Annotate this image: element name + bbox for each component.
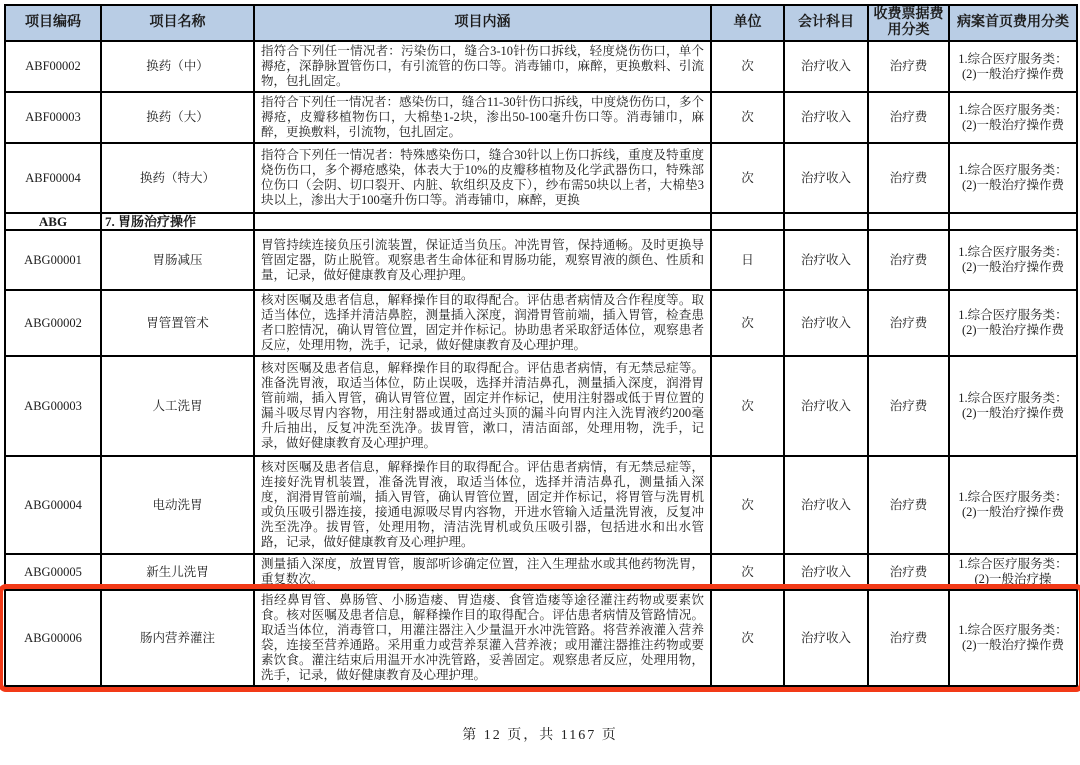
- cell-code: ABG00006: [5, 590, 101, 686]
- table-row: [5, 230, 1077, 290]
- column-header-fee: 收费票据费用分类: [868, 5, 949, 41]
- cell-code: ABG00005: [5, 554, 101, 590]
- cell-account: 治疗收入: [784, 590, 868, 686]
- cell-account: 治疗收入: [784, 92, 868, 143]
- cell-fee: 治疗费: [868, 554, 949, 590]
- cell-content: [254, 213, 711, 230]
- cell-name: 肠内营养灌注: [101, 590, 254, 686]
- cell-unit: 次: [711, 41, 784, 92]
- cell-name: 新生儿洗胃: [101, 554, 254, 590]
- cell-name: 胃管置管术: [101, 290, 254, 356]
- table-row: [5, 356, 1077, 456]
- cell-name: 胃肠减压: [101, 230, 254, 290]
- header-row: [5, 5, 1077, 41]
- cell-fee: 治疗费: [868, 230, 949, 290]
- cell-record: [949, 213, 1077, 230]
- column-header-account: 会计科目: [784, 5, 868, 41]
- cell-unit: [711, 213, 784, 230]
- cell-unit: 次: [711, 590, 784, 686]
- table-body: [5, 41, 1077, 686]
- cell-record: 1.综合医疗服务类：(2)一般治疗操作费: [949, 356, 1077, 456]
- cell-unit: 次: [711, 290, 784, 356]
- cell-name: 换药（大）: [101, 92, 254, 143]
- cell-name: 7. 胃肠治疗操作: [101, 213, 254, 230]
- cell-record: 1.综合医疗服务类：(2)一般治疗操作费: [949, 41, 1077, 92]
- medical-fee-schedule-table: [4, 4, 1078, 687]
- column-header-unit: 单位: [711, 5, 784, 41]
- column-header-record: 病案首页费用分类: [949, 5, 1077, 41]
- cell-code: ABG00002: [5, 290, 101, 356]
- cell-fee: 治疗费: [868, 590, 949, 686]
- cell-account: 治疗收入: [784, 41, 868, 92]
- cell-fee: 治疗费: [868, 92, 949, 143]
- cell-record: 1.综合医疗服务类：(2)一般治疗操作费: [949, 456, 1077, 554]
- cell-fee: 治疗费: [868, 41, 949, 92]
- cell-record: 1.综合医疗服务类：(2)一般治疗操: [949, 554, 1077, 590]
- cell-code: ABF00004: [5, 143, 101, 213]
- cell-content: 指符合下列任一情况者：感染伤口，缝合11-30针伤口拆线，中度烧伤伤口，多个褥疮，皮瓣移植物伤口，大棉垫1-2块，渗出50-100毫升伤口等。消毒铺巾，麻醉，更换敷料，引流物，包扎固定。: [254, 92, 711, 143]
- cell-unit: 次: [711, 356, 784, 456]
- cell-account: 治疗收入: [784, 290, 868, 356]
- cell-code: ABF00003: [5, 92, 101, 143]
- cell-content: 核对医嘱及患者信息，解释操作目的取得配合。评估患者病情，有无禁忌症等。准备洗胃液，取适当体位，防止误吸，选择并清洁鼻孔，测量插入深度，润滑胃管前端，插入胃管，确认胃管位置，固定并作标记，使用注射器或低于胃位置的漏斗吸尽胃内容物，用注射器或通过高过头顶的漏斗向胃内注入洗胃液约200毫升后抽出，反复冲洗至洗净。拔胃管，漱口，清洁面部，处理用物，洗手，记录，做好健康教育及心理护理。: [254, 356, 711, 456]
- table-row: [5, 143, 1077, 213]
- cell-fee: 治疗费: [868, 290, 949, 356]
- cell-content: 测量插入深度，放置胃管，腹部听诊确定位置，注入生理盐水或其他药物洗胃，重复数次。: [254, 554, 711, 590]
- table-row: [5, 456, 1077, 554]
- cell-name: 电动洗胃: [101, 456, 254, 554]
- cell-content: 指符合下列任一情况者：特殊感染伤口，缝合30针以上伤口拆线，重度及特重度烧伤伤口，多个褥疮感染，体表大于10%的皮瓣移植物及化学武器伤口，特殊部位伤口（会阴、切口裂开、内脏、软组织及皮下），纱布需50块以上者，大棉垫3块以上，渗出大于100毫升伤口等。消毒铺巾，麻醉，更换: [254, 143, 711, 213]
- cell-code: ABG00003: [5, 356, 101, 456]
- table-row: [5, 41, 1077, 92]
- cell-unit: 次: [711, 92, 784, 143]
- column-header-content: 项目内涵: [254, 5, 711, 41]
- cell-unit: 日: [711, 230, 784, 290]
- cell-unit: 次: [711, 554, 784, 590]
- cell-content: 指经鼻胃管、鼻肠管、小肠造瘘、胃造瘘、食管造瘘等途径灌注药物或要素饮食。核对医嘱及患者信息，解释操作目的取得配合。评估患者病情及管路情况。取适当体位，消毒管口，用灌注器注入少量温开水冲洗管路。将营养液灌入营养袋，连接至营养通路。采用重力或营养泵灌入营养液；或用灌注器推注药物或要素饮食。灌注结束后用温开水冲洗管路，妥善固定。观察患者反应，处理用物，洗手，记录，做好健康教育及心理护理。: [254, 590, 711, 686]
- cell-content: 核对医嘱及患者信息，解释操作目的取得配合。评估患者病情，有无禁忌症等，连接好洗胃机装置，准备洗胃液，取适当体位，选择并清洁鼻孔，测量插入深度，润滑胃管前端，插入胃管，确认胃管位置，固定并作标记，将胃管与洗胃机或负压吸引器连接，接通电源吸尽胃内容物，开进水管输入适量洗胃液，反复冲洗至洗净。拔胃管，处理用物，清洁洗胃机或负压吸引器，包括进水和出水管路，记录，做好健康教育及心理护理。: [254, 456, 711, 554]
- cell-account: 治疗收入: [784, 456, 868, 554]
- cell-code: ABG00001: [5, 230, 101, 290]
- cell-record: 1.综合医疗服务类：(2)一般治疗操作费: [949, 92, 1077, 143]
- cell-content: 核对医嘱及患者信息，解释操作目的取得配合。评估患者病情及合作程度等。取适当体位，选择并清洁鼻腔，测量插入深度，润滑胃管前端，插入胃管，检查患者口腔情况，确认胃管位置，固定并作标记。协助患者采取舒适体位，观察患者反应，处理用物，洗手，记录，做好健康教育及心理护理。: [254, 290, 711, 356]
- cell-unit: 次: [711, 143, 784, 213]
- cell-name: 换药（特大）: [101, 143, 254, 213]
- cell-account: 治疗收入: [784, 356, 868, 456]
- cell-record: 1.综合医疗服务类：(2)一般治疗操作费: [949, 590, 1077, 686]
- column-header-code: 项目编码: [5, 5, 101, 41]
- table-row: [5, 590, 1077, 686]
- cell-content: 指符合下列任一情况者：污染伤口，缝合3-10针伤口拆线，轻度烧伤伤口，单个褥疮，深静脉置管伤口，有引流管的伤口等。消毒铺巾，麻醉，更换敷料、引流物，包扎固定。: [254, 41, 711, 92]
- cell-code: ABF00002: [5, 41, 101, 92]
- cell-fee: [868, 213, 949, 230]
- section-row: [5, 213, 1077, 230]
- cell-fee: 治疗费: [868, 143, 949, 213]
- table-row: [5, 92, 1077, 143]
- cell-fee: 治疗费: [868, 356, 949, 456]
- cell-record: 1.综合医疗服务类：(2)一般治疗操作费: [949, 230, 1077, 290]
- cell-content: 胃管持续连接负压引流装置，保证适当负压。冲洗胃管，保持通畅。及时更换导管固定器，防止脱管。观察患者生命体征和胃肠功能，观察胃液的颜色、性质和量，记录，做好健康教育及心理护理。: [254, 230, 711, 290]
- page-number: 第 12 页，共 1167 页: [462, 728, 618, 743]
- cell-unit: 次: [711, 456, 784, 554]
- cell-record: 1.综合医疗服务类：(2)一般治疗操作费: [949, 290, 1077, 356]
- cell-account: 治疗收入: [784, 143, 868, 213]
- cell-record: 1.综合医疗服务类：(2)一般治疗操作费: [949, 143, 1077, 213]
- cell-fee: 治疗费: [868, 456, 949, 554]
- cell-code: ABG: [5, 213, 101, 230]
- cell-name: 人工洗胃: [101, 356, 254, 456]
- cell-account: 治疗收入: [784, 230, 868, 290]
- cell-name: 换药（中）: [101, 41, 254, 92]
- cell-account: [784, 213, 868, 230]
- cell-code: ABG00004: [5, 456, 101, 554]
- table-row: [5, 290, 1077, 356]
- fee-table-container: [4, 4, 1078, 687]
- table-row: [5, 554, 1077, 590]
- column-header-name: 项目名称: [101, 5, 254, 41]
- cell-account: 治疗收入: [784, 554, 868, 590]
